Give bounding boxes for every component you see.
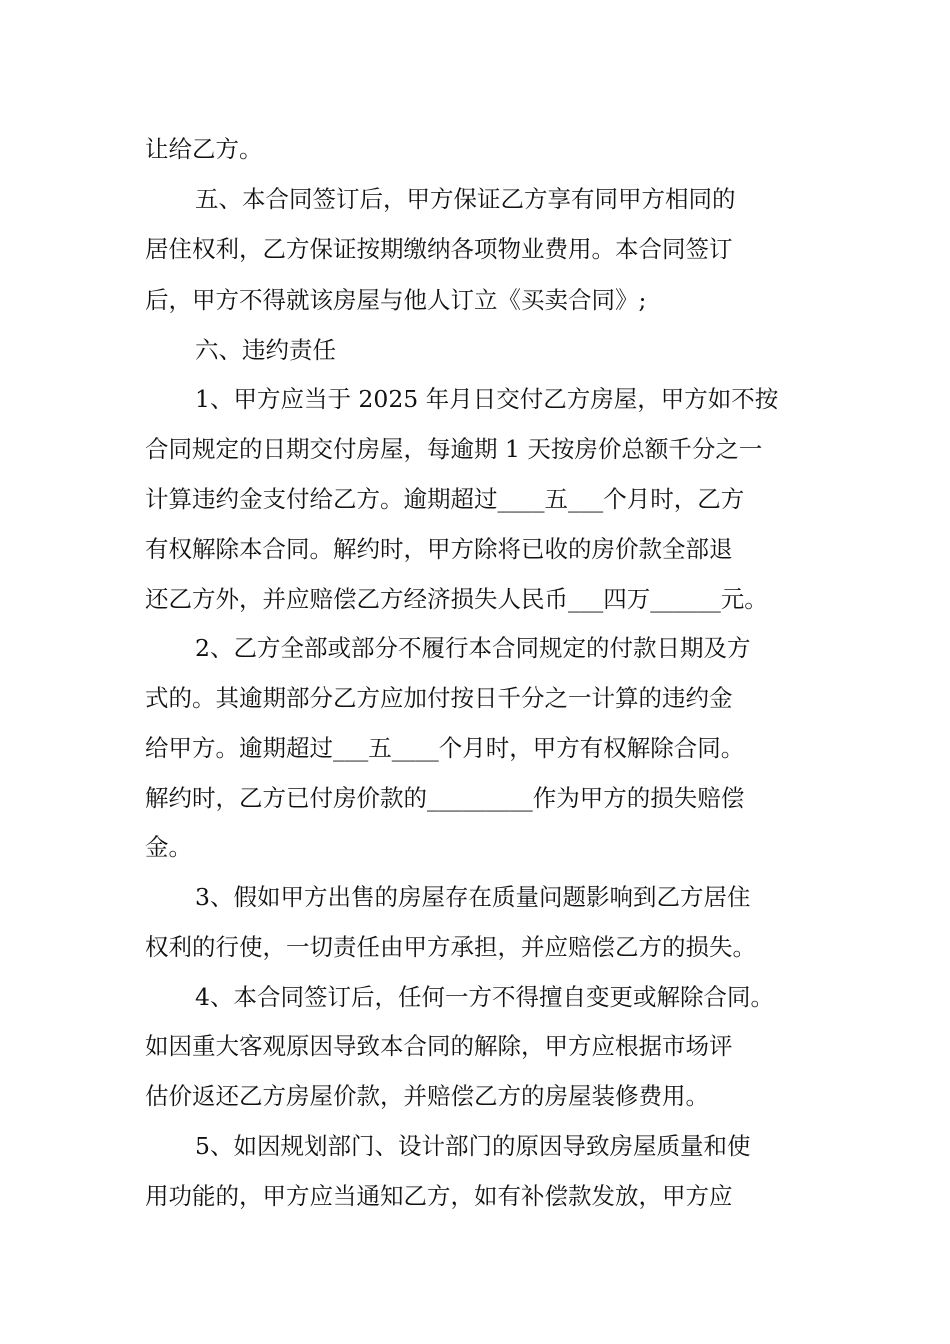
text-line: 估价返还乙方房屋价款，并赔偿乙方的房屋装修费用。 <box>145 1082 709 1110</box>
text-line: 用功能的，甲方应当通知乙方，如有补偿款发放，甲方应 <box>145 1182 733 1210</box>
text-line: 给甲方。逾期超过___五____个月时，甲方有权解除合同。 <box>145 734 745 762</box>
text-line: 式的。其逾期部分乙方应加付按日千分之一计算的违约金 <box>145 684 733 712</box>
text-line: 后，甲方不得就该房屋与他人订立《买卖合同》; <box>145 286 647 314</box>
text-line: 还乙方外，并应赔偿乙方经济损失人民币___四万______元。 <box>145 585 768 613</box>
text-line: 1、甲方应当于 2025 年月日交付乙方房屋，甲方如不按 <box>195 385 779 413</box>
text-line: 如因重大客观原因导致本合同的解除，甲方应根据市场评 <box>145 1032 733 1060</box>
text-line: 权利的行使，一切责任由甲方承担，并应赔偿乙方的损失。 <box>145 933 756 961</box>
text-line: 合同规定的日期交付房屋，每逾期 1 天按房价总额千分之一 <box>145 435 763 463</box>
text-line: 5、如因规划部门、设计部门的原因导致房屋质量和使 <box>195 1132 751 1160</box>
text-line: 2、乙方全部或部分不履行本合同规定的付款日期及方 <box>195 634 751 662</box>
text-line: 居住权利，乙方保证按期缴纳各项物业费用。本合同签订 <box>145 235 733 263</box>
text-line: 六、违约责任 <box>195 336 336 364</box>
text-line: 让给乙方。 <box>145 135 263 163</box>
text-line: 金。 <box>145 833 192 861</box>
text-line: 3、假如甲方出售的房屋存在质量问题影响到乙方居住 <box>195 883 751 911</box>
text-line: 4、本合同签订后，任何一方不得擅自变更或解除合同。 <box>195 983 774 1011</box>
text-line: 计算违约金支付给乙方。逾期超过____五___个月时，乙方 <box>145 485 745 513</box>
text-line: 有权解除本合同。解约时，甲方除将已收的房价款全部退 <box>145 535 733 563</box>
text-line: 解约时，乙方已付房价款的_________作为甲方的损失赔偿 <box>145 784 745 812</box>
text-line: 五、本合同签订后，甲方保证乙方享有同甲方相同的 <box>195 185 736 213</box>
